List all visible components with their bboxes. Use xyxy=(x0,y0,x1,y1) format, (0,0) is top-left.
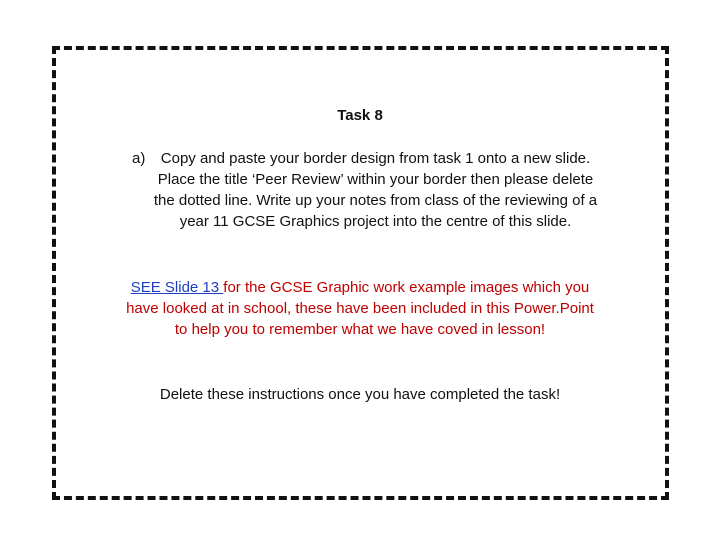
reference-paragraph xyxy=(126,277,594,340)
reference-text: for the GCSE Graphic work example images which you have looked at in school, these have been included in this Power.Point to help you to remember what we have coved in lesson! xyxy=(126,279,594,338)
task-a-text: Copy and paste your border design from task 1 onto a new slide. Place the title ‘Peer Review’ within your border then please delete the dotted line. Write up your notes from class of the reviewing of a year 11 GCSE Graphics project into the centre of this slide. xyxy=(153,150,598,230)
delete-note: Delete these instructions once you have completed the task! xyxy=(159,386,561,403)
task-a xyxy=(128,148,598,232)
list-marker: a) xyxy=(132,150,146,167)
slide-13-link[interactable]: SEE Slide 13 xyxy=(130,279,224,296)
slide-title: Task 8 xyxy=(337,107,383,124)
